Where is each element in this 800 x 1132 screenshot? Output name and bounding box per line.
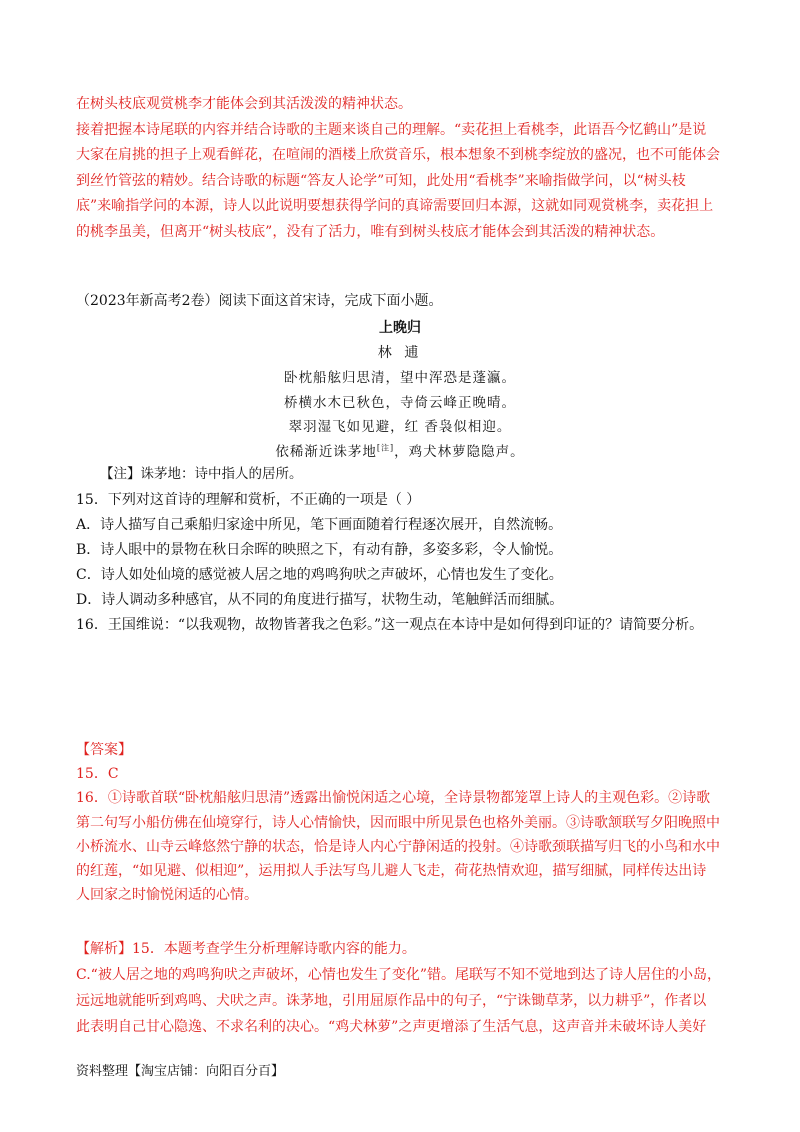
question-intro: （2023年新高考2卷）阅读下面这首宋诗，完成下面小题。 bbox=[76, 293, 443, 309]
answer-line: 的红莲，“如见避、似相迎”，运用拟人手法写鸟儿避人飞走，荷花热情欢迎，描写细腻，同样传达出诗 bbox=[76, 863, 707, 880]
poem-line-part: 依稀渐近诛茅地 bbox=[275, 443, 377, 460]
answer-section bbox=[76, 738, 726, 907]
text-line: 到丝竹管弦的精妙。结合诗歌的标题“答友人论学”可知，此处用“看桃李”来喻指做学问，以“树头枝 bbox=[76, 172, 686, 189]
analysis-line: 远远地就能听到鸡鸣、犬吠之声。诛茅地，引用屈原作品中的句子，“宁诛锄草茅，以力耕乎”，作者以 bbox=[76, 993, 707, 1009]
poem-author: 林 逋 bbox=[377, 345, 423, 361]
option-a: A．诗人描写自己乘船归家途中所见，笔下画面随着行程逐次展开，自然流畅。 bbox=[76, 517, 563, 533]
analysis-line: 此表明自己甘心隐逸、不求名利的决心。“鸡犬林萝”之声更增添了生活气息，这声音并未破坏诗人美好 bbox=[76, 1019, 707, 1035]
poem-line: 卧枕船舷归思清，望中浑恐是蓬瀛。 bbox=[284, 370, 516, 386]
poem bbox=[0, 316, 800, 464]
answer-line: 15．C bbox=[76, 766, 119, 783]
answer-label: 【答案】 bbox=[76, 742, 132, 758]
answer-line: 人回家之时愉悦闲适的心情。 bbox=[76, 887, 258, 904]
text-line: 底”来喻指学问的本源，诗人以此说明要想获得学问的真谛需要回归本源，这就如同观赏桃李，卖花担上 bbox=[76, 198, 714, 214]
questions-section bbox=[76, 488, 726, 638]
note-marker: [注] bbox=[376, 443, 395, 452]
poem-title: 上晚归 bbox=[379, 320, 421, 336]
text-line: 在树头枝底观赏桃李才能体会到其活泼泼的精神状态。 bbox=[76, 96, 412, 112]
previous-answer-section bbox=[76, 92, 726, 245]
poem-line bbox=[0, 440, 800, 465]
option-b: B．诗人眼中的景物在秋日余晖的映照之下，有动有静，多姿多彩，令人愉悦。 bbox=[76, 542, 563, 558]
question-intro-section bbox=[76, 289, 726, 313]
option-d: D．诗人调动多种感官，从不同的角度进行描写，状物生动，笔触鲜活而细腻。 bbox=[76, 592, 564, 608]
question-15: 15．下列对这首诗的理解和赏析，不正确的一项是（ ） bbox=[76, 492, 421, 508]
answer-line: 小桥流水、山寺云峰悠然宁静的状态，恰是诗人内心宁静闲适的投射。④诗歌颈联描写归飞的小鸟和水中 bbox=[76, 838, 720, 855]
poem-line-part: ，鸡犬林萝隐隐声。 bbox=[394, 443, 525, 460]
answer-line: 16．①诗歌首联“卧枕船舷归思清”透露出愉悦闲适之心境，全诗景物都笼罩上诗人的主观色彩。②诗歌 bbox=[76, 790, 711, 807]
analysis-line: 【解析】15．本题考查学生分析理解诗歌内容的能力。 bbox=[76, 941, 416, 957]
text-line: 的桃李虽美，但离开“树头枝底”，没有了活力，唯有到树头枝底才能体会到其活泼的精神状态。 bbox=[76, 223, 665, 240]
question-16: 16．王国维说：“以我观物，故物皆著我之色彩。”这一观点在本诗中是如何得到印证的？请简要分析。 bbox=[76, 617, 704, 633]
option-c: C．诗人如处仙境的感觉被人居之地的鸡鸣狗吠之声破坏，心情也发生了变化。 bbox=[76, 567, 563, 583]
poem-line: 翠羽湿飞如见避，红 香袅似相迎。 bbox=[288, 419, 512, 435]
poem-note: 【注】诛茅地：诗中指人的居所。 bbox=[100, 466, 303, 482]
text-line: 接着把握本诗尾联的内容并结合诗歌的主题来谈自己的理解。“卖花担上看桃李，此语吾今忆鹤山”是说 bbox=[76, 121, 707, 138]
answer-line: 第二句写小船仿佛在仙境穿行，诗人心情愉快，因而眼中所见景色也格外美丽。③诗歌颔联写夕阳晚照中 bbox=[76, 814, 720, 831]
page-footer: 资料整理【淘宝店铺：向阳百分百】 bbox=[76, 1064, 285, 1079]
analysis-section bbox=[76, 936, 726, 1040]
analysis-line: C.“被人居之地的鸡鸣狗吠之声破坏，心情也发生了变化”错。尾联写不知不觉地到达了诗人居住的小岛， bbox=[76, 967, 721, 983]
text-line: 大家在肩挑的担子上观看鲜花，在喧闹的酒楼上欣赏音乐，根本想象不到桃李绽放的盛况，也不可能体会 bbox=[76, 147, 720, 163]
poem-line: 桥横水木已秋色，寺倚云峰正晚晴。 bbox=[284, 394, 516, 411]
